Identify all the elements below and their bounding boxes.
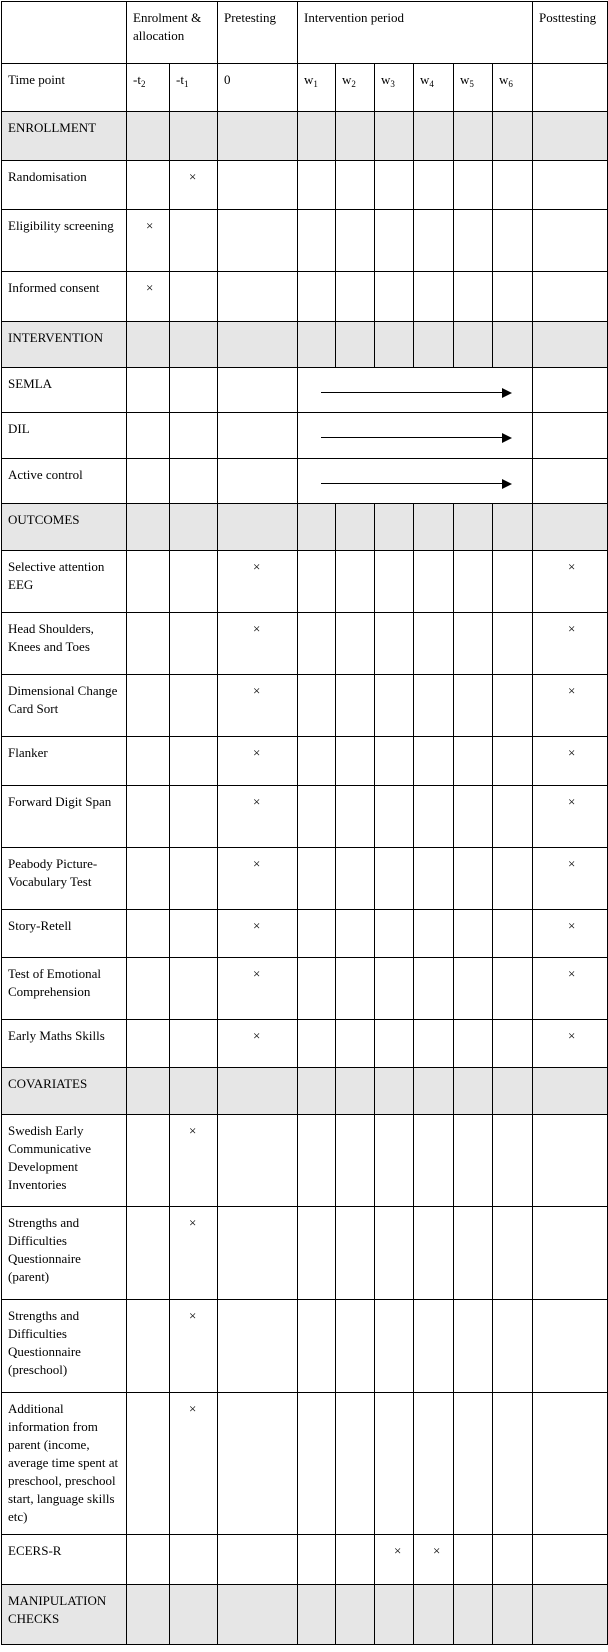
mark-story-retell-pre: × [218,910,298,958]
timepoint-w5 [454,64,493,112]
mark-selective-attention-post: × [533,551,608,613]
row-digit-span [2,786,608,848]
mark-ppvt-post: × [533,848,608,910]
row-maths [2,1020,608,1068]
intervention-span-dil [298,413,533,459]
timepoint-w3-sub: 3 [390,79,395,89]
row-label-semla: SEMLA [2,368,127,413]
header-pretesting: Pretesting [218,2,298,64]
row-label-eligibility: Eligibility screening [2,210,127,272]
row-flanker [2,737,608,786]
mark-ecers-w3: × [375,1535,414,1585]
section-label-outcomes: OUTCOMES [2,504,127,551]
timepoint-w6 [493,64,533,112]
timepoint-w3 [375,64,414,112]
mark-consent-t2: × [127,272,170,322]
row-label-digit-span: Forward Digit Span [2,786,127,848]
timepoint-w2 [336,64,375,112]
section-label-manipulation: MANIPULATION CHECKS [2,1585,127,1645]
row-dccs [2,675,608,737]
timepoint-t1 [170,64,218,112]
mark-ecers-w4: × [414,1535,454,1585]
mark-digit-span-pre: × [218,786,298,848]
mark-sdq-preschool-t1: × [170,1300,218,1393]
row-label-secdi: Swedish Early Communicative Development Inventories [2,1115,127,1207]
row-dil [2,413,608,459]
timepoint-w1 [298,64,336,112]
mark-additional-info-t1: × [170,1393,218,1535]
mark-secdi-t1: × [170,1115,218,1207]
row-hstk [2,613,608,675]
row-secdi [2,1115,608,1207]
timepoint-w4-base: w [420,72,430,87]
mark-sdq-parent-t1: × [170,1207,218,1300]
section-label-intervention: INTERVENTION [2,322,127,368]
section-label-enrollment: ENROLLMENT [2,112,127,161]
mark-story-retell-post: × [533,910,608,958]
row-story-retell [2,910,608,958]
timepoint-t1-sub: 1 [183,79,189,89]
mark-hstk-post: × [533,613,608,675]
mark-flanker-post: × [533,737,608,786]
section-row-outcomes [2,504,608,551]
timepoint-row [2,64,608,112]
row-label-dccs: Dimensional Change Card Sort [2,675,127,737]
timepoint-w2-sub: 2 [351,79,356,89]
mark-digit-span-post: × [533,786,608,848]
header-empty-cell [2,2,127,64]
arrow-right-icon [321,437,510,438]
row-label-flanker: Flanker [2,737,127,786]
header-row [2,2,608,64]
row-additional-info [2,1393,608,1535]
row-label-active-control: Active control [2,459,127,504]
row-label-randomisation: Randomisation [2,161,127,210]
timepoint-zero: 0 [218,64,298,112]
spirit-schedule-table [1,1,608,1645]
section-row-enrollment [2,112,608,161]
intervention-span-active-control [298,459,533,504]
row-active-control [2,459,608,504]
row-randomisation [2,161,608,210]
timepoint-t1-base: -t [176,72,184,87]
timepoint-post-empty [533,64,608,112]
row-ppvt [2,848,608,910]
mark-tec-post: × [533,958,608,1020]
timepoint-label: Time point [2,64,127,112]
mark-eligibility-t2: × [127,210,170,272]
mark-randomisation-t1: × [170,161,218,210]
section-row-covariates [2,1068,608,1115]
timepoint-w5-base: w [460,72,470,87]
row-label-dil: DIL [2,413,127,459]
section-row-intervention [2,322,608,368]
timepoint-w6-sub: 6 [508,79,513,89]
row-label-ppvt: Peabody Picture-Vocabulary Test [2,848,127,910]
row-semla [2,368,608,413]
row-label-consent: Informed consent [2,272,127,322]
row-label-selective-attention: Selective attention EEG [2,551,127,613]
mark-hstk-pre: × [218,613,298,675]
row-label-hstk: Head Shoulders, Knees and Toes [2,613,127,675]
timepoint-w6-base: w [499,72,509,87]
section-row-manipulation [2,1585,608,1645]
row-ecers [2,1535,608,1585]
row-label-sdq-parent: Strengths and Difficulties Questionnaire (parent) [2,1207,127,1300]
timepoint-t2-sub: 2 [140,79,146,89]
mark-flanker-pre: × [218,737,298,786]
row-label-story-retell: Story-Retell [2,910,127,958]
row-sdq-preschool [2,1300,608,1393]
mark-maths-post: × [533,1020,608,1068]
timepoint-w1-base: w [304,72,314,87]
arrow-right-icon [321,392,510,393]
mark-dccs-pre: × [218,675,298,737]
row-label-maths: Early Maths Skills [2,1020,127,1068]
mark-maths-pre: × [218,1020,298,1068]
row-label-additional-info: Additional information from parent (income, average time spent at preschool, preschool start, language skills etc) [2,1393,127,1535]
header-enrolment: Enrolment & allocation [127,2,218,64]
timepoint-w5-sub: 5 [469,79,474,89]
timepoint-w4 [414,64,454,112]
timepoint-t2-base: -t [133,72,141,87]
mark-tec-pre: × [218,958,298,1020]
header-intervention-period: Intervention period [298,2,533,64]
row-label-sdq-preschool: Strengths and Difficulties Questionnaire (preschool) [2,1300,127,1393]
row-label-ecers: ECERS-R [2,1535,127,1585]
mark-selective-attention-pre: × [218,551,298,613]
arrow-right-icon [321,483,510,484]
timepoint-t2 [127,64,170,112]
timepoint-w1-sub: 1 [313,79,318,89]
section-label-covariates: COVARIATES [2,1068,127,1115]
row-label-tec: Test of Emotional Comprehension [2,958,127,1020]
row-selective-attention [2,551,608,613]
row-tec [2,958,608,1020]
timepoint-w4-sub: 4 [429,79,434,89]
row-consent [2,272,608,322]
mark-ppvt-pre: × [218,848,298,910]
mark-dccs-post: × [533,675,608,737]
intervention-span-semla [298,368,533,413]
timepoint-w3-base: w [381,72,391,87]
row-eligibility [2,210,608,272]
header-posttesting: Posttesting [533,2,608,64]
timepoint-w2-base: w [342,72,352,87]
row-sdq-parent [2,1207,608,1300]
